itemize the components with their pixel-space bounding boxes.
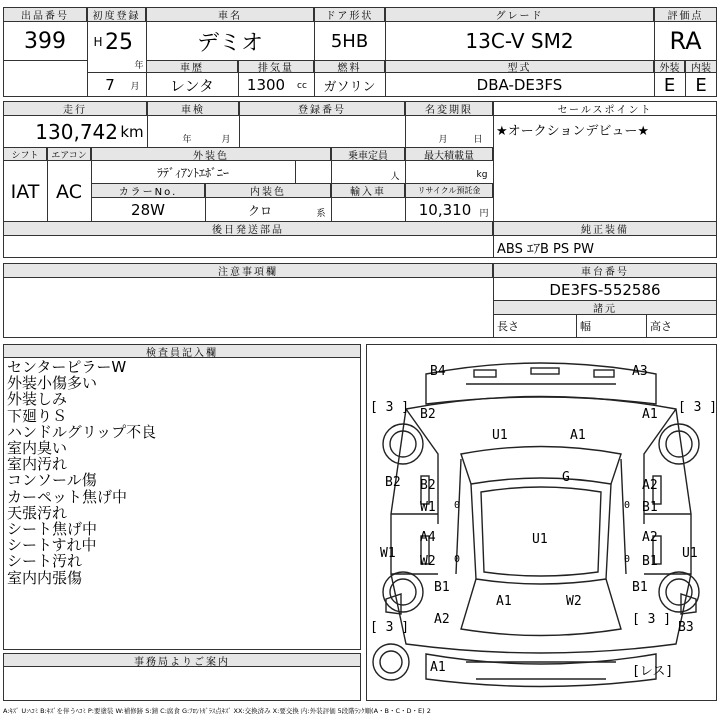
model-value: DBA-DE3FS [476, 76, 563, 94]
reg-month: 7 [105, 76, 115, 94]
displacement-value: 1300 [246, 76, 286, 94]
grade-value: 13C-V SM2 [465, 29, 574, 53]
car-name: デミオ [196, 30, 263, 56]
displacement-header: 排気量 [238, 60, 314, 73]
damage-mark: U1 [682, 546, 698, 561]
inspector-note: センターピラーW [7, 359, 127, 376]
chassis-value: DE3FS-552586 [549, 281, 661, 299]
grade-header: グレード [385, 7, 654, 22]
shift-value: IAT [10, 180, 40, 203]
damage-mark: A1 [570, 428, 586, 443]
cc-unit: cc [297, 81, 307, 91]
damage-mark: [レス] [632, 664, 674, 679]
reg-year: 25 [105, 29, 133, 55]
mileage-value: 130,742 [35, 120, 118, 144]
shift-header: シフト [3, 147, 47, 161]
damage-mark: A2 [642, 530, 658, 545]
inspector-note: ハンドルグリップ不良 [7, 422, 157, 441]
damage-mark: W1 [420, 500, 436, 515]
later-parts-header: 後日発送部品 [3, 221, 493, 236]
damage-marks [366, 344, 717, 701]
damage-mark: W1 [380, 546, 396, 561]
legend-footer: A:ｷｽﾞ U:ﾍｺﾐ B:ｷｽﾞを伴うﾍｺﾐ P:要塗装 W:補修跡 S:錆 C:腐食 G:ﾌﾛﾝﾄｶﾞﾗｽ点ｷｽﾞ XX:交換済み X:要交換 内:外装評価 5段階ﾗﾝｸ順(A・B・C・D・E) 2 [3, 707, 431, 715]
int-color-header: 内装色 [205, 183, 331, 198]
inspector-note: 室内臭い [7, 439, 68, 458]
damage-mark: 0 [454, 554, 461, 565]
year-suffix: 年 [134, 60, 144, 70]
inspector-note: シート焦げ中 [7, 520, 98, 539]
name-change-day-mark: 日 [473, 134, 483, 145]
door-type: 5HB [330, 30, 369, 52]
damage-mark: [ 3 ] [678, 400, 718, 415]
damage-mark: B2 [420, 478, 436, 493]
damage-mark: G [562, 470, 570, 485]
inspector-header: 検査員記入欄 [3, 344, 361, 358]
era-letter: H [93, 35, 103, 49]
score-value: RA [669, 27, 702, 55]
damage-mark: B2 [420, 407, 436, 422]
damage-mark: U1 [532, 532, 548, 547]
equipment-value: ABS ｴｱB PS PW [497, 241, 594, 257]
int-color-value: クロ [247, 203, 272, 218]
length-label: 長さ [497, 320, 519, 333]
equipment-header: 純正装備 [493, 221, 717, 236]
color-no-value: 28W [131, 201, 165, 219]
persons-unit: 人 [390, 171, 400, 182]
damage-mark: A1 [642, 407, 658, 422]
door-header: ドア形状 [314, 7, 385, 22]
interior-grade: E [695, 74, 707, 96]
damage-mark: [ 3 ] [632, 612, 672, 627]
inspector-notes-list [7, 359, 357, 645]
dims-header: 諸元 [493, 300, 717, 315]
score-header: 評価点 [654, 7, 717, 22]
history-value: レンタ [169, 76, 215, 95]
damage-mark: [ 3 ] [370, 400, 410, 415]
damage-mark: 0 [454, 500, 461, 511]
damage-mark: A1 [496, 594, 512, 609]
import-header: 輸入車 [331, 183, 405, 198]
color-no-header: カラーNo. [91, 183, 205, 198]
sales-point-header: セールスポイント [493, 101, 717, 116]
height-label: 高さ [650, 320, 672, 333]
inspection-header: 車検 [147, 101, 239, 116]
damage-mark: 0 [624, 554, 631, 565]
kei-unit: 系 [316, 208, 326, 219]
yen-unit: 円 [479, 208, 489, 219]
mileage-header: 走行 [3, 101, 147, 116]
name-change-month-mark: 月 [438, 134, 448, 145]
ext-color-value: ﾗﾃﾞｨｱﾝﾄｴﾎﾞﾆｰ [156, 165, 229, 180]
damage-mark: B4 [430, 364, 446, 379]
damage-mark: A1 [430, 660, 446, 675]
history-header: 車歴 [146, 60, 238, 73]
inspector-note: シートすれ中 [7, 536, 97, 555]
ext-color-header: 外装色 [91, 147, 331, 161]
damage-mark: B1 [642, 554, 658, 569]
damage-mark: W2 [420, 554, 436, 569]
damage-mark: A3 [632, 364, 648, 379]
damage-mark: A4 [420, 530, 436, 545]
model-header: 型式 [385, 60, 654, 73]
notes-header: 注意事項欄 [3, 263, 493, 278]
kg-unit: kg [476, 170, 488, 180]
inspector-note: カーペット焦げ中 [7, 487, 128, 506]
aircon-header: エアコン [47, 147, 91, 161]
inspector-note: 室内汚れ [7, 455, 68, 474]
inspector-note: 外装小傷多い [7, 374, 98, 393]
fuel-value: ガソリン [323, 79, 376, 95]
inspection-month-mark: 月 [221, 134, 231, 145]
damage-mark: U1 [492, 428, 508, 443]
inspection-year-mark: 年 [182, 134, 192, 145]
exterior-header: 外装 [654, 60, 685, 73]
sales-point-text: ★オークションデビュー★ [496, 123, 650, 139]
damage-mark: [ 3 ] [370, 620, 410, 635]
damage-mark: A2 [434, 612, 450, 627]
damage-mark: B1 [632, 580, 648, 595]
recycle-value: 10,310 [418, 201, 472, 219]
recycle-header: リサイクル預託金 [405, 183, 493, 198]
inspector-note: 外装しみ [7, 390, 68, 409]
damage-mark: W2 [566, 594, 582, 609]
interior-header: 内装 [685, 60, 717, 73]
aircon-value: AC [56, 180, 82, 203]
max-load-header: 最大積載量 [405, 147, 493, 161]
width-label: 幅 [580, 320, 591, 333]
reg-no-header: 登録番号 [239, 101, 405, 116]
inspector-note: 室内内張傷 [7, 568, 83, 587]
chassis-header: 車台番号 [493, 263, 717, 278]
damage-mark: B2 [385, 475, 401, 490]
name-change-header: 名変期限 [405, 101, 493, 116]
damage-mark: B1 [642, 500, 658, 515]
inspector-note: コンソール傷 [7, 471, 97, 490]
first-reg-header: 初度登録 [87, 7, 146, 22]
month-suffix: 月 [130, 81, 140, 91]
capacity-header: 乗車定員 [331, 147, 405, 161]
damage-mark: B3 [678, 620, 694, 635]
lot-number: 399 [24, 28, 66, 54]
damage-mark: A2 [642, 478, 658, 493]
km-unit: km [120, 123, 144, 141]
exterior-grade: E [663, 74, 676, 96]
inspector-note: シート汚れ [7, 552, 83, 571]
lot-header: 出品番号 [3, 7, 87, 22]
fuel-header: 燃料 [314, 60, 385, 73]
office-header: 事務局よりご案内 [3, 653, 361, 667]
damage-mark: 0 [624, 500, 631, 511]
inspector-note: 下廻りＳ [7, 406, 68, 425]
car-name-header: 車名 [146, 7, 314, 22]
damage-mark: B1 [434, 580, 450, 595]
inspector-note: 天張汚れ [7, 503, 68, 522]
